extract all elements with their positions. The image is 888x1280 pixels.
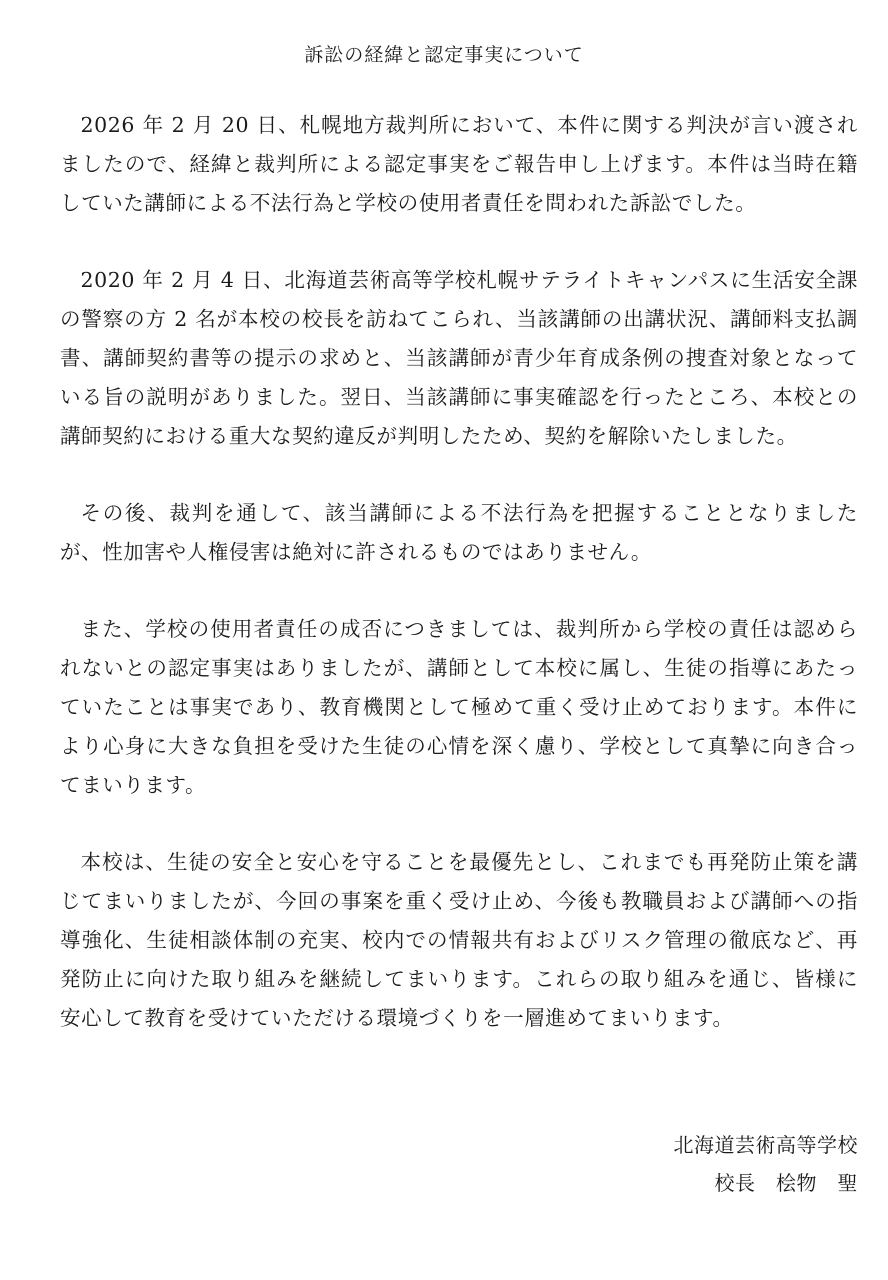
signature-principal: 校長 桧物 聖 xyxy=(714,1171,858,1195)
paragraph-trial: その後、裁判を通して、該当講師による不法行為を把握することとなりましたが、性加害や人権侵害は絶対に許されるものではありません。 xyxy=(60,501,858,564)
signature-block xyxy=(674,1126,859,1202)
document-title: 訴訟の経緯と認定事実について xyxy=(304,44,584,66)
signature-organization: 北海道芸術高等学校 xyxy=(673,1133,858,1157)
paragraph-responsibility: また、学校の使用者責任の成否につきましては、裁判所から学校の責任は認められないとの認定事実はありましたが、講師として本校に属し、生徒の指導にあたっていたことは事実であり、教育機関として極めて重く受け止めております。本件により心身に大きな負担を受けた生徒の心情を深く慮り、学校として真摯に向き合ってまいります。 xyxy=(60,617,858,797)
paragraph-background: 2020 年 2 月 4 日、北海道芸術高等学校札幌サテライトキャンパスに生活安全課の警察の方 2 名が本校の校長を訪ねてこられ、当該講師の出講状況、講師料支払調書、講師契約書等の提示の求めと、当該講師が青少年育成条例の捜査対象となっている旨の説明がありました。翌日、当該講師に事実確認を行ったところ、本校との講師契約における重大な契約違反が判明したため、契約を解除いたしました。 xyxy=(60,268,858,448)
paragraph-prevention: 本校は、生徒の安全と安心を守ることを最優先とし、これまでも再発防止策を講じてまいりましたが、今回の事案を重く受け止め、今後も教職員および講師への指導強化、生徒相談体制の充実、校内での情報共有およびリスク管理の徹底など、再発防止に向けた取り組みを継続してまいります。これらの取り組みを通じ、皆様に安心して教育を受けていただける環境づくりを一層進めてまいります。 xyxy=(60,850,858,1030)
paragraph-judgment: 2026 年 2 月 20 日、札幌地方裁判所において、本件に関する判決が言い渡されましたので、経緯と裁判所による認定事実をご報告申し上げます。本件は当時在籍していた講師による不法行為と学校の使用者責任を問われた訴訟でした。 xyxy=(60,113,858,215)
